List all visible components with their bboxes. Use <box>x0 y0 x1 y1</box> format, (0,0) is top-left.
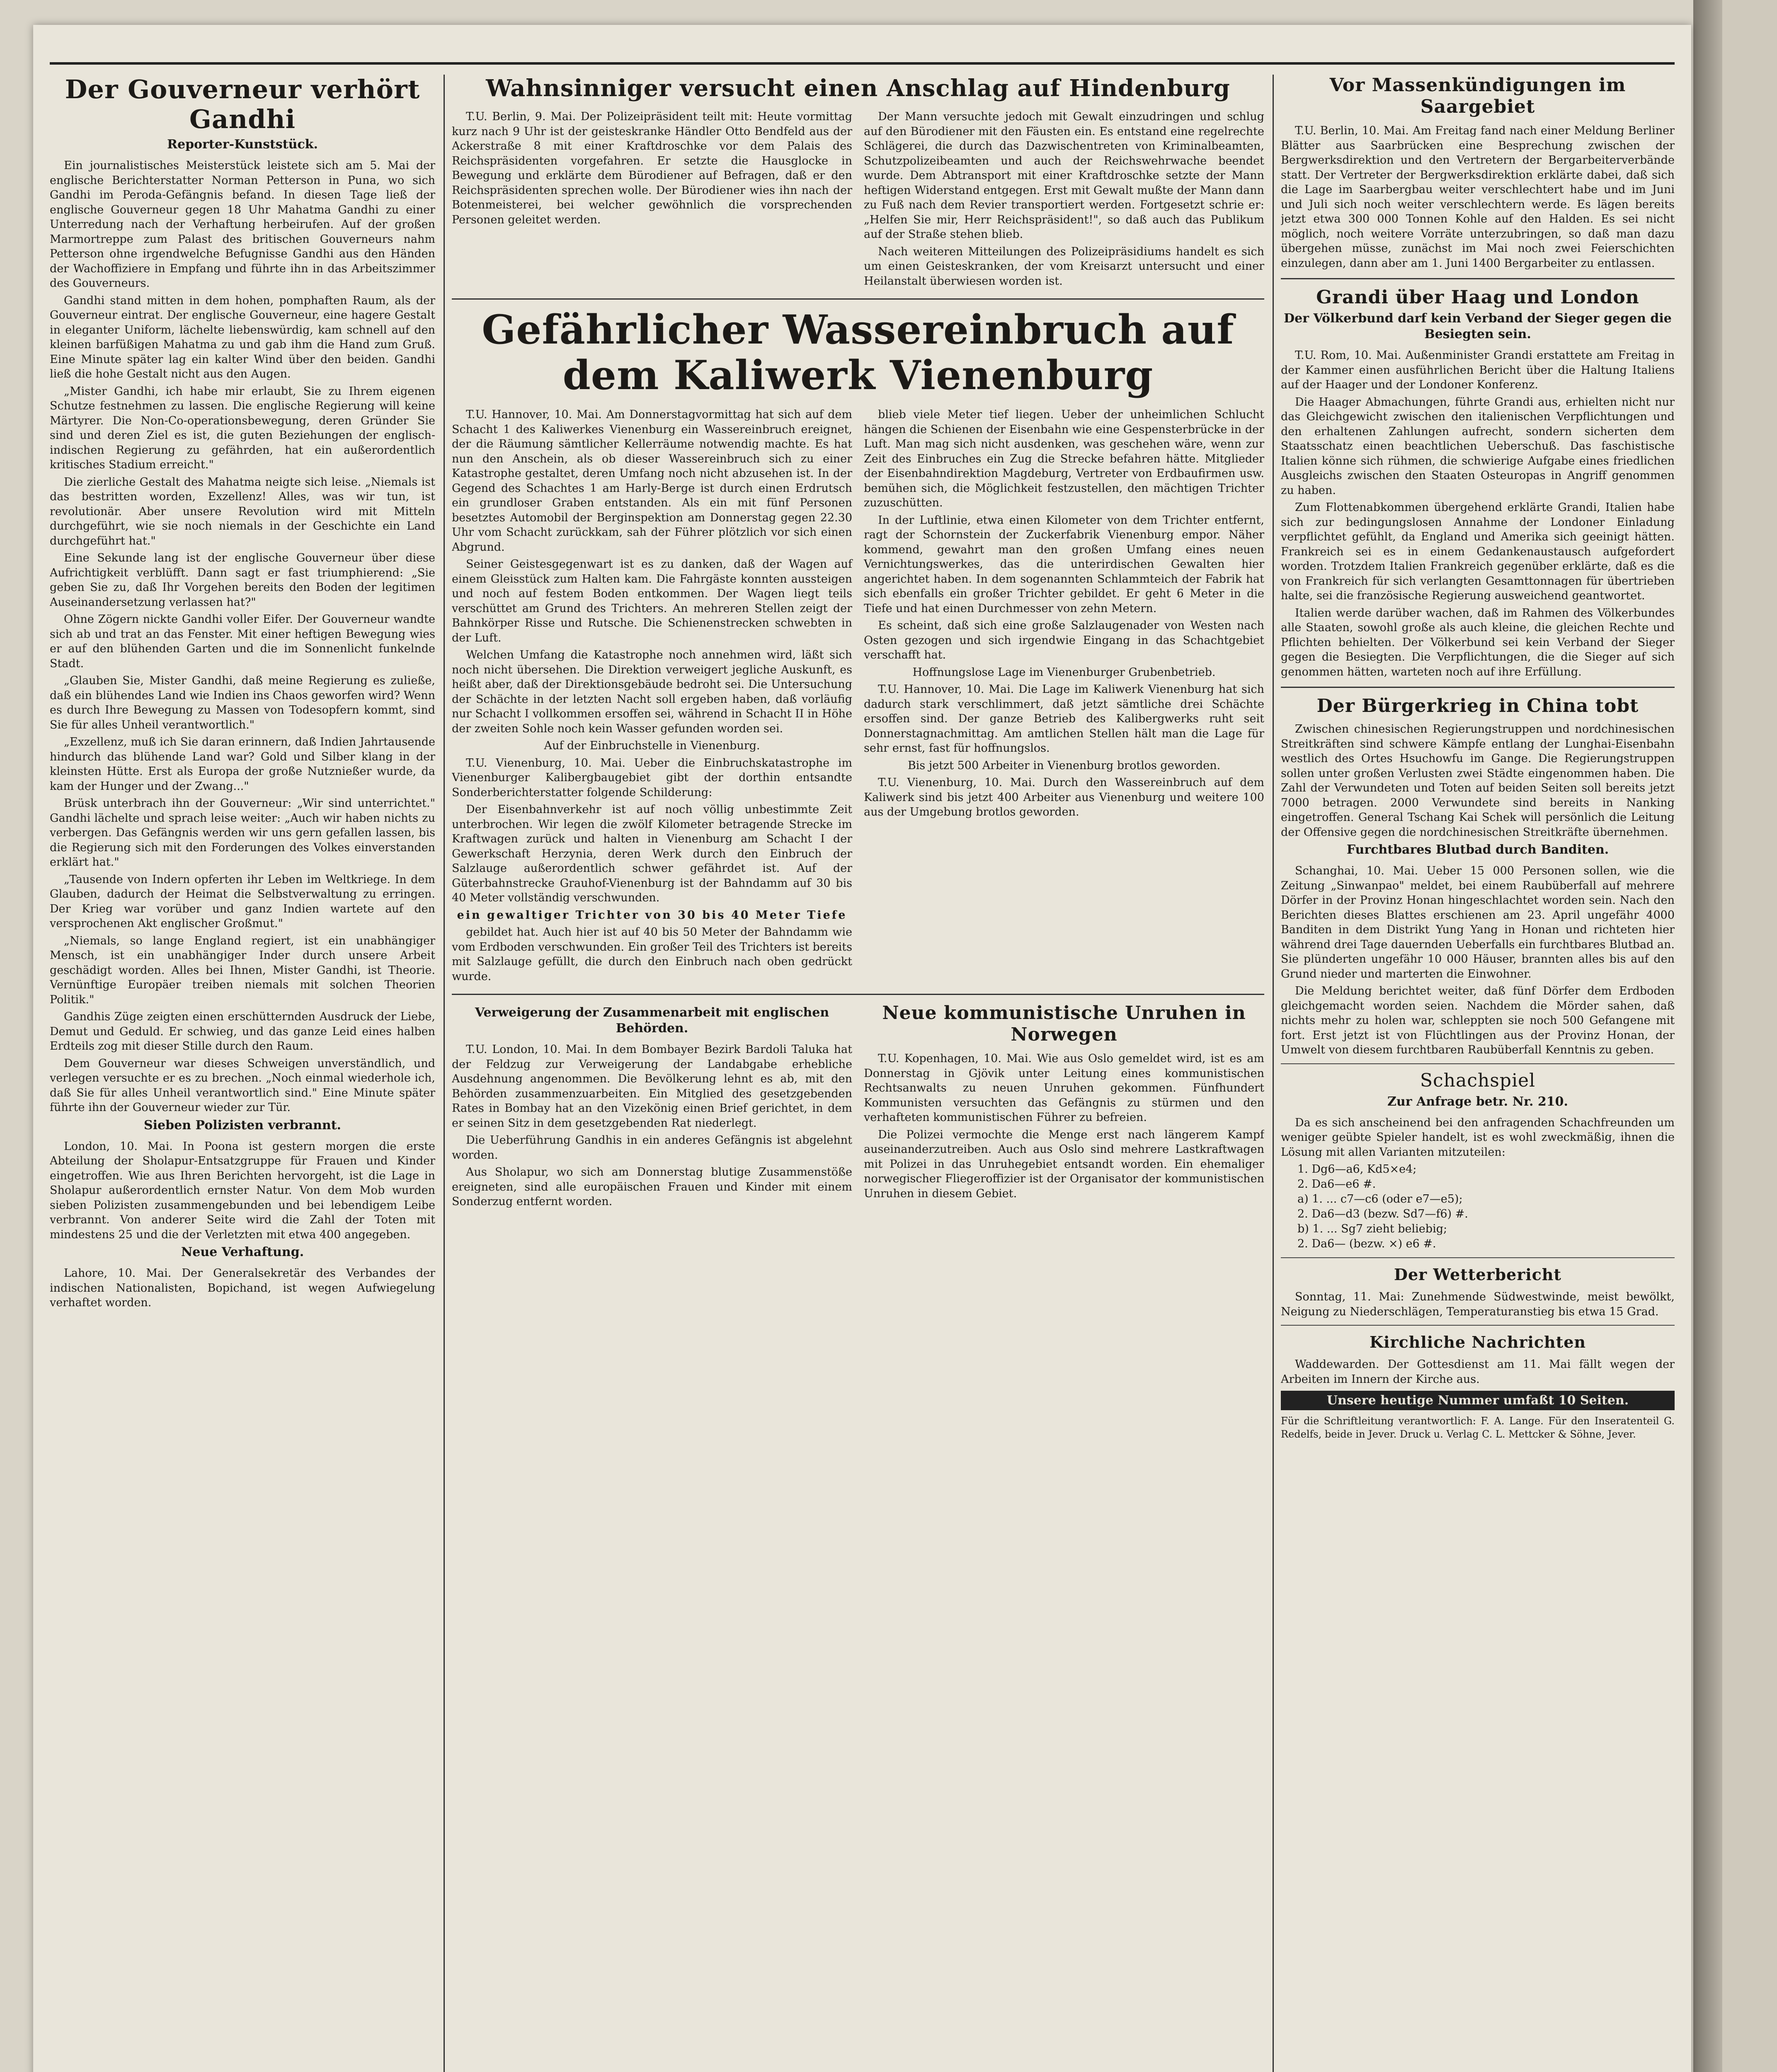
kaliwerk-article <box>452 407 1264 986</box>
hindenburg-headline: Wahnsinniger versucht einen Anschlag auf Hindenburg <box>486 75 1230 102</box>
chess-paragraph: Da es sich anscheinend bei den anfragenden Schachfreunden um weniger geübte Spieler handelt, ist es wohl zweckmäßig, ihnen die Lösung mit allen Varianten mitzuteilen: <box>1281 1116 1675 1159</box>
bandit-subhead: Furchtbares Blutbad durch Banditen. <box>1346 842 1609 857</box>
kaliwerk-subhead: Hoffnungslose Lage im Vienenburger Grubenbetrieb. <box>912 666 1216 679</box>
india-paragraph: Aus Sholapur, wo sich am Donnerstag blutige Zusammenstöße ereigneten, sind alle europäischen Frauen und Kinder mit einem Sonderzug entfernt worden. <box>452 1166 852 1208</box>
bandit-paragraph: Schanghai, 10. Mai. Ueber 15 000 Personen sollen, wie die Zeitung „Sinwanpao" meldet, bei einem Raubüberfall auf mehrere Dörfer in der Provinz Honan hingeschlachtet worden sein. Nach den Berichten dieses Blattes erschienen am 23. April ungefähr 4000 Banditen in dem Distrikt Yung Yang in Honan und richteten hier während drei Tage dauernden Ueberfalls ein furchtbares Blutbad an. Sie plünderten ungefähr 10 000 Häuser, brannten alles bis auf den Grund nieder und marterten die Einwohner. <box>1281 864 1675 980</box>
grandi-paragraph: Die Haager Abmachungen, führte Grandi aus, erhielten nicht nur das Gleichgewicht zwischen den italienischen Verpflichtungen und den erhaltenen Zahlungen aufrecht, sondern sicherten dem Staatsschatz einen beachtlichen Ueberschuß. Das faschistische Italien könne sich rühmen, die schwierige Aufgabe eines friedlichen Ausgleichs zwischen den Staaten Osteuropas in Angriff genommen zu haben. <box>1281 395 1675 497</box>
section-rule <box>1281 1257 1675 1258</box>
grandi-headline: Grandi über Haag und London <box>1316 287 1639 308</box>
section-rule <box>1281 278 1675 279</box>
book-spine <box>1693 0 1777 2072</box>
kaliwerk-paragraph: T.U. Vienenburg, 10. Mai. Durch den Wassereinbruch auf dem Kaliwerk sind bis jetzt 400 Arbeiter aus Vienenburg und weitere 100 aus der Umgebung brotlos geworden. <box>864 776 1264 818</box>
norway-headline: Neue kommunistische Unruhen in Norwegen <box>882 1002 1246 1045</box>
gandhi-paragraph: Brüsk unterbrach ihn der Gouverneur: „Wir sind unterrichtet." Gandhi lächelte und sprach leise weiter: „Auch wir haben nichts zu verbergen. Das Gefängnis werden wir uns gern gefallen lassen, bis die Regierung sich mit den Forderungen des Volkes einverstanden erklärt hat." <box>50 797 435 869</box>
lower-articles <box>452 1002 1264 1212</box>
saar-headline: Vor Massenkündigungen im Saargebiet <box>1329 75 1626 117</box>
gandhi-paragraph: Die zierliche Gestalt des Mahatma neigte sich leise. „Niemals ist das bestritten worden, Exzellenz! Alles, was wir tun, ist revolutionär. Aber unsere Revolution wird mit Mitteln durchgeführt, wie sie noch niemals in der Geschichte ein Land durchgeführt hat." <box>50 475 435 547</box>
column-rule-2 <box>1273 75 1274 2072</box>
police-paragraph: London, 10. Mai. In Poona ist gestern morgen die erste Abteilung der Sholapur-Entsatzgruppe für Frauen und Kinder eingetroffen. Wie aus Ihren Berichten hervorgeht, ist die Lage in Sholapur außerordentlich ernster Natur. Von dem Mob wurden sieben Polizisten zusammengebunden und bei lebendigem Leibe verbrannt. Von anderer Seite wird die Zahl der Toten mit mindestens 25 und die der Verletzten mit etwa 400 angegeben. <box>50 1140 435 1241</box>
kaliwerk-subhead: Auf der Einbruchstelle in Vienenburg. <box>544 739 760 752</box>
left-column <box>50 75 435 2072</box>
hindenburg-paragraph: T.U. Berlin, 9. Mai. Der Polizeipräsident teilt mit: Heute vormittag kurz nach 9 Uhr ist der geisteskranke Händler Otto Bendfeld aus der Ackerstraße 8 mit einer Kraftdroschke vor dem Palais des Reichspräsidenten vorgefahren. Er setzte die Hausglocke in Bewegung und erklärte dem Bürodiener auf Befragen, daß er den Reichspräsidenten sprechen wolle. Der Bürodiener wies ihn nach der Botenmeisterei, bei welcher gewöhnlich die vorsprechenden Personen geleitet werden. <box>452 110 852 226</box>
grandi-paragraph: Zum Flottenabkommen übergehend erklärte Grandi, Italien habe sich zur bedingungslosen Annahme der Londoner Einladung verpflichtet gefühlt, da England und Amerika sich geeinigt hätten. Frankreich sei es in einem Gedankenaustausch aufgefordert worden. Trotzdem Italien Frankreich gegenüber erklärte, daß es die von Frankreich für sich verlangten Gesamttonnagen für übertrieben halte, sei die französische Regierung ausweichend geantwortet. <box>1281 501 1675 602</box>
india-paragraph: Die Ueberführung Gandhis in ein anderes Gefängnis ist abgelehnt worden. <box>452 1134 852 1162</box>
section-rule <box>452 298 1264 300</box>
gandhi-paragraph: „Tausende von Indern opferten ihr Leben im Weltkriege. In dem Glauben, dadurch der Heimat die Selbstverwaltung zu erringen. Der Krieg war vorüber und ganz Indien wartete auf den versprochenen Akt englischer Großmut." <box>50 873 435 930</box>
kaliwerk-paragraph: gebildet hat. Auch hier ist auf 40 bis 50 Meter der Bahndamm wie vom Erdboden verschwunden. Ein großer Teil des Trichters ist bereits mit Salzlauge gefüllt, die durch den Einbruch nach oben gedrückt wurde. <box>452 926 852 983</box>
chess-move: 2. Da6—d3 (bezw. Sd7—f6) #. <box>1297 1208 1468 1220</box>
kaliwerk-paragraph: blieb viele Meter tief liegen. Ueber der unheimlichen Schlucht hängen die Schienen der Eisenbahn wie eine Gespensterbrücke in der Luft. Man mag sich nicht ausdenken, was geschehen wäre, wenn zur Zeit des Einbruches ein Zug die Strecke befahren hätte. Mitglieder der Eisenbahndirektion Magdeburg, Vertreter von Erdbaufirmen usw. bemühen sich, die Möglichkeit festzustellen, den mächtigen Trichter zuzuschütten. <box>864 408 1264 509</box>
india-paragraph: T.U. London, 10. Mai. In dem Bombayer Bezirk Bardoli Taluka hat der Feldzug zur Verweigerung der Landabgabe erhebliche Ausdehnung angenommen. Die Bevölkerung lehnt es ab, mit den Behörden zusammenzuarbeiten. Ein Mitglied des gesetzgebenden Rates in Bombay hat an den Vizekönig einen Brief gerichtet, in dem er seinen Sitz in dem gesetzgebenden Rat niederlegt. <box>452 1043 852 1130</box>
section-rule <box>1281 1063 1675 1064</box>
church-headline: Kirchliche Nachrichten <box>1370 1333 1586 1351</box>
right-column <box>1281 75 1675 2072</box>
gandhi-paragraph: Ohne Zögern nickte Gandhi voller Eifer. Der Gouverneur wandte sich ab und trat an das Fenster. Mit einer heftigen Bewegung wies er auf den blühenden Garten und die im Sonnenlicht funkelnde Stadt. <box>50 613 435 670</box>
kaliwerk-headline: Gefährlicher Wassereinbruch auf dem Kaliwerk Vienenburg <box>482 306 1234 399</box>
weather-headline: Der Wetterbericht <box>1394 1265 1561 1284</box>
kaliwerk-emphasis: ein gewaltiger Trichter von 30 bis 40 Meter Tiefe <box>457 908 847 922</box>
kaliwerk-paragraph: In der Luftlinie, etwa einen Kilometer von dem Trichter entfernt, ragt der Schornstein der Zuckerfabrik Vienenburg empor. Näher kommend, gewahrt man den großen Umfang eines neuen Vernichtungswerkes, das die unterirdischen Gewalten hier angerichtet haben. In dem sogenannten Schlammteich der Fabrik hat sich ebenfalls ein großer Trichter gebildet. Er geht 6 Meter in die Tiefe und hat einen Durchmesser von zehn Metern. <box>864 513 1264 615</box>
weather-paragraph: Sonntag, 11. Mai: Zunehmende Südwestwinde, meist bewölkt, Neigung zu Niederschlägen, Temperaturanstieg bis etwa 15 Grad. <box>1281 1290 1675 1318</box>
chess-move: 2. Da6— (bezw. ×) e6 #. <box>1297 1237 1436 1250</box>
bandit-paragraph: Die Meldung berichtet weiter, daß fünf Dörfer dem Erdboden gleichgemacht worden seien. Nachdem die Mörder sahen, daß nichts mehr zu holen war, schleppten sie noch 500 Gefangene mit fort. Erst jetzt ist von Flüchtlingen aus der Provinz Honan, der Umwelt von diesem furchtbaren Raubüberfall Kenntnis zu geben. <box>1281 985 1675 1056</box>
grandi-subhead: Der Völkerbund darf kein Verband der Sieger gegen die Besiegten sein. <box>1284 311 1672 341</box>
arrest-paragraph: Lahore, 10. Mai. Der Generalsekretär des Verbandes der indischen Nationalisten, Bopichand, ist wegen Aufwiegelung verhaftet worden. <box>50 1267 435 1309</box>
gandhi-paragraph: Ein journalistisches Meisterstück leistete sich am 5. Mai der englische Berichterstatter Norman Petterson in Puna, wo sich Gandhi im Peroda-Gefängnis befand. In diesen Tage ließ der englische Gouverneur gegen 18 Uhr Mahatma Gandhi zu einer Unterredung nach der Verhaftung herbeirufen. Auf der großen Marmortreppe zum Palast des britischen Gouverneurs nahm Petterson ohne irgendwelche Befugnisse Gandhi aus den Händen der Wachoffiziere in Empfang und führte ihn in das Arbeitszimmer des Gouverneurs. <box>50 159 435 290</box>
gandhi-headline: Der Gouverneur verhört Gandhi <box>65 75 420 134</box>
china-paragraph: Zwischen chinesischen Regierungstruppen und nordchinesischen Streitkräften sind schwere Kämpfe entlang der Lunghai-Eisenbahn westlich des Ortes Hsuchowfu im Gange. Die Regierungstruppen sollen unter großen Verlusten zwei Städte eingenommen haben. Die Zahl der Verwundeten und Toten auf beiden Seiten soll bereits jetzt 7000 betragen. 2000 Verwundete sind bereits in Nanking eingetroffen. General Tschang Kai Schek will persönlich die Leitung der Offensive gegen die nordchinesischen Streitkräfte übernehmen. <box>1281 723 1675 839</box>
gandhi-paragraph: „Mister Gandhi, ich habe mir erlaubt, Sie zu Ihrem eigenen Schutze festnehmen zu lassen. Die englische Regierung will keine Märtyrer. Die Non-Co-operationsbewegung, deren Gründer Sie sind und deren Ziel es ist, die guten Beziehungen der englisch-indischen Regierung zu gefährden, hat ein außerordentlich kritisches Stadium erreicht." <box>50 385 435 471</box>
grandi-paragraph: Italien werde darüber wachen, daß im Rahmen des Völkerbundes alle Staaten, sowohl große als auch kleine, die gleichen Rechte und Pflichten behielten. Der Völkerbund sei kein Verband der Sieger gegen die Besiegten. Die Verpflichtungen, die die Sieger auf sich genommen hätten, warteten noch auf ihre Erfüllung. <box>1281 606 1675 678</box>
hindenburg-paragraph: Nach weiteren Mitteilungen des Polizeipräsidiums handelt es sich um einen Geisteskranken, der vom Kreisarzt untersucht und einer Heilanstalt überwiesen worden ist. <box>864 245 1264 288</box>
gandhi-paragraph: „Glauben Sie, Mister Gandhi, daß meine Regierung es zuließe, daß ein blühendes Land wie Indien ins Chaos geworfen wird? Wenn es durch Ihre Bewegung zu Massen von Todesopfern kommt, sind Sie für alles Unheil verantwortlich." <box>50 674 435 731</box>
top-rule <box>50 62 1675 65</box>
gandhi-paragraph: „Exzellenz, muß ich Sie daran erinnern, daß Indien Jahrtausende hindurch das blühende Land war? Gold und Silber klang in der kleinsten Hütte. Erst als Europa der große Nutznießer wurde, da kam der Hunger und der Zwang..." <box>50 736 435 793</box>
church-paragraph: Waddewarden. Der Gottesdienst am 11. Mai fällt wegen der Arbeiten im Innern der Kirche aus. <box>1281 1358 1675 1386</box>
section-rule <box>452 994 1264 995</box>
page-count-note: Unsere heutige Nummer umfaßt 10 Seiten. <box>1281 1391 1675 1410</box>
kaliwerk-paragraph: Seiner Geistesgegenwart ist es zu danken, daß der Wagen auf einem Gleisstück zum Halten kam. Die Fahrgäste konnten aussteigen und noch auf festem Boden entkommen. Der Wagen liegt teils verschüttet am Grund des Trichters. An mehreren Stellen zeigt der Bahnkörper Risse und Rutsche. Die Schienenstrecken schwebten in der Luft. <box>452 558 852 644</box>
gandhi-paragraph: Gandhis Züge zeigten einen erschütternden Ausdruck der Liebe, Demut und Geduld. Er schwieg, und das ganze Leid eines halben Erdteils zog mit dieser Stille durch den Raum. <box>50 1010 435 1053</box>
norway-paragraph: T.U. Kopenhagen, 10. Mai. Wie aus Oslo gemeldet wird, ist es am Donnerstag in Gjövik unter Leitung eines kommunistischen Rechtsanwalts zu neuen Unruhen gekommen. Fünfhundert Kommunisten versuchten das Gefängnis zu stürmen und den verhafteten kommunistischen Führer zu befreien. <box>864 1052 1264 1124</box>
kaliwerk-paragraph: Der Eisenbahnverkehr ist auf noch völlig unbestimmte Zeit unterbrochen. Wir legen die zwölf Kilometer betragende Strecke im Kraftwagen zurück und halten in Vienenburg am Schacht I der Gewerkschaft Herzynia, deren Werk durch den Einbruch der Salzlauge außerordentlich schwer gefährdet ist. Auf der Güterbahnstrecke Grauhof-Vienenburg ist der Bahndamm auf 30 bis 40 Meter vollständig verschwunden. <box>452 803 852 904</box>
grandi-paragraph: T.U. Rom, 10. Mai. Außenminister Grandi erstattete am Freitag in der Kammer einen ausführlichen Bericht über die Haltung Italiens auf der Haager und der Londoner Konferenz. <box>1281 349 1675 391</box>
chess-move: a) 1. ... c7—c6 (oder e7—e5); <box>1297 1193 1463 1205</box>
chess-move: 1. Dg6—a6, Kd5×e4; <box>1297 1163 1417 1176</box>
imprint: Für die Schriftleitung verantwortlich: F. A. Lange. Für den Inseratenteil G. Redelfs, beide in Jever. Druck u. Verlag C. L. Mettcker & Söhne, Jever. <box>1281 1415 1675 1440</box>
kaliwerk-paragraph: T.U. Hannover, 10. Mai. Die Lage im Kaliwerk Vienenburg hat sich dadurch stark verschlimmert, daß jetzt sämtliche drei Schächte ersoffen sind. Der ganze Betrieb des Kalibergwerks ruht seit Donnerstagnachmittag. Am amtlichen Stellen hält man die Lage für sehr ernst, fast für hoffnungslos. <box>864 683 1264 755</box>
hindenburg-article <box>452 109 1264 291</box>
kaliwerk-paragraph: T.U. Hannover, 10. Mai. Am Donnerstagvormittag hat sich auf dem Schacht 1 des Kaliwerkes Vienenburg ein Wassereinbruch ereignet, der die Räumung sämtlicher Kellerräume notwendig machte. Es hat nun den Anschein, als ob dieser Wassereinbruch sich zu einer Katastrophe gestaltet, deren Umfang noch nicht abzusehen ist. In der Gegend des Schachtes 1 am Harly-Berge ist durch einen Erdrutsch ein grundloser Graben entstanden. Als ein mit fünf Personen besetztes Automobil der Berginspektion am Donnerstag gegen 22.30 Uhr vom Schacht zurückkam, sah der Führer plötzlich vor sich einen Abgrund. <box>452 408 852 554</box>
gandhi-paragraph: „Niemals, so lange England regiert, ist ein unabhängiger Mensch, ist ein unabhängiger Inder durch unsere Arbeit geschädigt worden. Alles bei Ihnen, Mister Gandhi, ist Theorie. Vernünftige Europäer treiben niemals mit solchen Theorien Politik." <box>50 934 435 1006</box>
police-subhead: Sieben Polizisten verbrannt. <box>143 1118 341 1133</box>
hindenburg-paragraph: Der Mann versuchte jedoch mit Gewalt einzudringen und schlug auf den Bürodiener mit den Fäusten ein. Es entstand eine regelrechte Schlägerei, die durch das Dazwischentreten von Kriminalbeamten, Schutzpolizeibeamten und auch der Reichswehrwache beendet wurde. Dem Abtransport mit einer Kraftdroschke setzte der Mann heftigen Widerstand entgegen. Erst mit Gewalt mußte der Mann dann zu Fuß nach dem Revier transportiert werden. Fortgesetzt schrie er: „Helfen Sie mir, Herr Reichspräsident!", so daß auch das Publikum auf der Straße stehen blieb. <box>864 110 1264 241</box>
arrest-subhead: Neue Verhaftung. <box>181 1245 304 1259</box>
kaliwerk-subhead: Bis jetzt 500 Arbeiter in Vienenburg brotlos geworden. <box>907 759 1221 772</box>
kaliwerk-paragraph: Es scheint, daß sich eine große Salzlaugenader von Westen nach Osten gezogen und sich irgendwie Eingang in das Schachtgebiet verschafft hat. <box>864 619 1264 661</box>
gandhi-paragraph: Dem Gouverneur war dieses Schweigen unverständlich, und verlegen versuchte er es zu brechen. „Noch einmal wiederhole ich, daß Sie für alles Unheil verantwortlich sind." Eine Minute später führte ihn der Gouverneur wieder zur Tür. <box>50 1057 435 1114</box>
gandhi-paragraph: Eine Sekunde lang ist der englische Gouverneur über diese Aufrichtigkeit verblüfft. Dann sagt er fast triumphierend: „Sie geben Sie zu, daß Ihr Vorgehen bereits den Boden der legitimen Auseinandersetzung verlassen hat?" <box>50 552 435 609</box>
column-rule-1 <box>444 75 445 2072</box>
norway-paragraph: Die Polizei vermochte die Menge erst nach längerem Kampf auseinanderzutreiben. Auch aus Oslo sind mehrere Lastkraftwagen mit Polizei in das Unruhegebiet entsandt worden. Ein ehemaliger norwegischer Fliegeroffizier ist der Organisator der kommunistischen Unruhen in diesem Gebiet. <box>864 1128 1264 1200</box>
kaliwerk-paragraph: Welchen Umfang die Katastrophe noch annehmen wird, läßt sich noch nicht übersehen. Die Direktion verweigert jegliche Auskunft, es heißt aber, daß der Direktionsgebäude bedroht sei. Die Untersuchung der Schächte in der letzten Nacht soll ergeben haben, daß vorläufig nur Schacht I vollkommen ersoffen sei, während in Schacht II in Höhe der zweiten Sohle noch kein Wasser gefunden worden sei. <box>452 649 852 735</box>
gandhi-paragraph: Gandhi stand mitten in dem hohen, pomphaften Raum, als der Gouverneur eintrat. Der englische Gouverneur, eine hagere Gestalt in eleganter Uniform, lächelte liebenswürdig, kam schnell auf den kleinen barfüßigen Mahatma zu und gab ihm die Hand zum Gruß. Eine Minute später lag ein kalter Wind über den beiden. Gandhi ließ die hohe Gestalt nicht aus den Augen. <box>50 294 435 380</box>
section-rule <box>1281 1325 1675 1326</box>
india-subhead: Verweigerung der Zusammenarbeit mit englischen Behörden. <box>475 1005 829 1036</box>
newspaper-page <box>33 25 1691 2072</box>
chess-headline: Schachspiel <box>1420 1070 1536 1091</box>
kaliwerk-paragraph: T.U. Vienenburg, 10. Mai. Ueber die Einbruchskatastrophe im Vienenburger Kalibergbaugebiet gibt der dorthin entsandte Sonderberichterstatter folgende Schilderung: <box>452 756 852 799</box>
chess-move: 2. Da6—e6 #. <box>1297 1178 1376 1191</box>
middle-column <box>452 75 1264 2072</box>
chess-subhead: Zur Anfrage betr. Nr. 210. <box>1387 1094 1568 1109</box>
section-rule <box>1281 687 1675 688</box>
chess-move: b) 1. ... Sg7 zieht beliebig; <box>1297 1222 1447 1235</box>
gandhi-kicker: Reporter-Kunststück. <box>167 137 318 152</box>
saar-paragraph: T.U. Berlin, 10. Mai. Am Freitag fand nach einer Meldung Berliner Blätter aus Saarbrücken eine Besprechung zwischen der Bergwerksdirektion und den Vertretern der Bergarbeiterverbände statt. Der Vertreter der Bergwerksdirektion erklärte dabei, daß sich die Lage im Saarbergbau weiter verschlechtert habe und im Juni und Juli sich noch weiter verschlechtern werde. Es lägen bereits jetzt etwa 300 000 Tonnen Kohle auf den Halden. Es sei nicht möglich, noch weitere Vorräte unterzubringen, so daß man dazu übergehen müsse, zunächst im Mai noch zwei Feierschichten einzulegen, dann aber am 1. Juni 1400 Bergarbeiter zu entlassen. <box>1281 124 1675 270</box>
china-headline: Der Bürgerkrieg in China tobt <box>1316 695 1639 716</box>
